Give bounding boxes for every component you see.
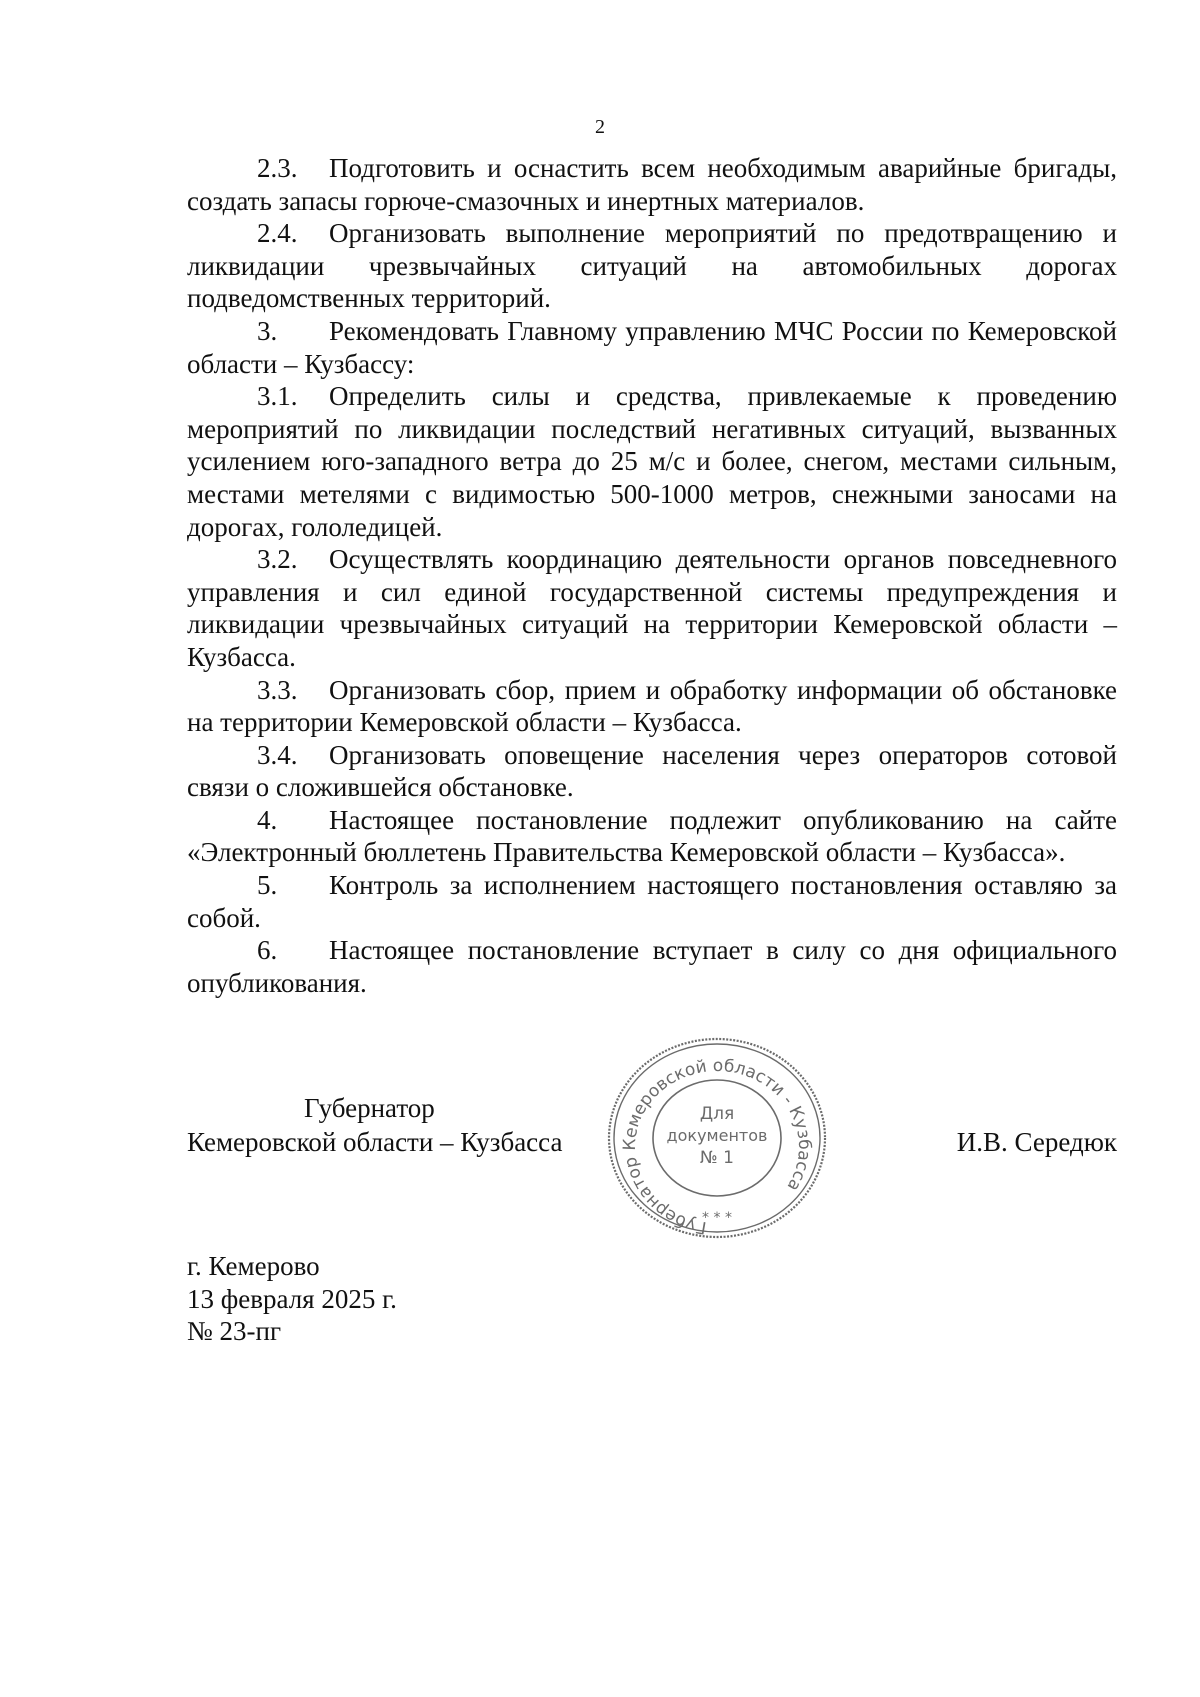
paragraph-number: 5.: [257, 870, 278, 901]
paragraph-text: Осуществлять координацию деятельности органов повседневного управления и сил единой государственной системы предупреждения и ликвидации чрезвычайных ситуаций на территории Кемеровской области – Кузбасса.: [187, 544, 1117, 672]
paragraph-text: Настоящее постановление вступает в силу со дня официального опубликования.: [187, 935, 1117, 998]
paragraph-5: [187, 869, 1117, 934]
paragraph-6: [187, 934, 1117, 999]
page-number: 2: [595, 116, 605, 138]
paragraph-text: Контроль за исполнением настоящего постановления оставляю за собой.: [187, 870, 1117, 933]
seal-inner-line3: № 1: [700, 1148, 734, 1168]
signatory-name: И.В. Середюк: [956, 1127, 1117, 1157]
paragraph-number: 3.3.: [257, 674, 298, 705]
paragraph-text: Подготовить и оснастить всем необходимым аварийные бригады, создать запасы горюче-смазочных и инертных материалов.: [187, 153, 1117, 216]
seal-graphic: [604, 1035, 830, 1241]
paragraph-number: 2.4.: [257, 218, 298, 249]
paragraph-text: Организовать оповещение населения через операторов сотовой связи о сложившейся обстановке.: [187, 739, 1117, 803]
paragraph-2-3: [187, 152, 1117, 217]
paragraph-text: Организовать сбор, прием и обработку информации об обстановке на территории Кемеровской области – Кузбасса.: [187, 674, 1117, 738]
paragraph-number: 2.3.: [257, 153, 298, 183]
footer-number: № 23-пг: [187, 1316, 282, 1346]
paragraph-text: Рекомендовать Главному управлению МЧС России по Кемеровской области – Кузбассу:: [187, 315, 1117, 379]
paragraph-number: 4.: [257, 804, 278, 835]
paragraph-2-4: [187, 217, 1117, 315]
signatory-title: Губернатор: [304, 1093, 435, 1123]
footer-date: 13 февраля 2025 г.: [187, 1283, 397, 1314]
paragraph-number: 3.1.: [257, 381, 298, 412]
document-footer: [187, 1250, 397, 1348]
paragraph-number: 3.4.: [257, 739, 298, 770]
paragraph-4: [187, 804, 1117, 869]
signatory-region: Кемеровской области – Кузбасса: [187, 1127, 563, 1157]
paragraph-3-4: [187, 739, 1117, 804]
seal-stars: * * *: [702, 1210, 732, 1226]
paragraph-number: 6.: [257, 935, 278, 966]
paragraph-text: Настоящее постановление подлежит опубликованию на сайте «Электронный бюллетень Правительства Кемеровской области – Кузбасса».: [187, 804, 1117, 868]
paragraph-text: Определить силы и средства, привлекаемые к проведению мероприятий по ликвидации последствий негативных ситуаций, вызванных усилением юго-западного ветра до 25 м/с и более, снегом, местами сильным, местами метелями с видимостью 500-1000 метров, снежными заносами на дорогах, гололедицей.: [187, 381, 1117, 542]
seal-inner-line2: документов: [666, 1126, 768, 1145]
seal-outer-text: Губернатор Кемеровской области - Кузбасса: [619, 1055, 815, 1238]
paragraph-3: [187, 315, 1117, 380]
footer-city: г. Кемерово: [187, 1251, 320, 1281]
paragraph-3-3: [187, 674, 1117, 739]
paragraph-number: 3.: [257, 315, 278, 346]
paragraph-3-2: [187, 543, 1117, 673]
official-seal: [604, 1035, 830, 1241]
paragraph-text: Организовать выполнение мероприятий по предотвращению и ликвидации чрезвычайных ситуаций на автомобильных дорогах подведомственных территорий.: [187, 218, 1117, 314]
seal-inner-line1: Для: [699, 1104, 735, 1124]
document-body: [187, 152, 1117, 999]
paragraph-3-1: [187, 380, 1117, 543]
paragraph-number: 3.2.: [257, 544, 298, 575]
